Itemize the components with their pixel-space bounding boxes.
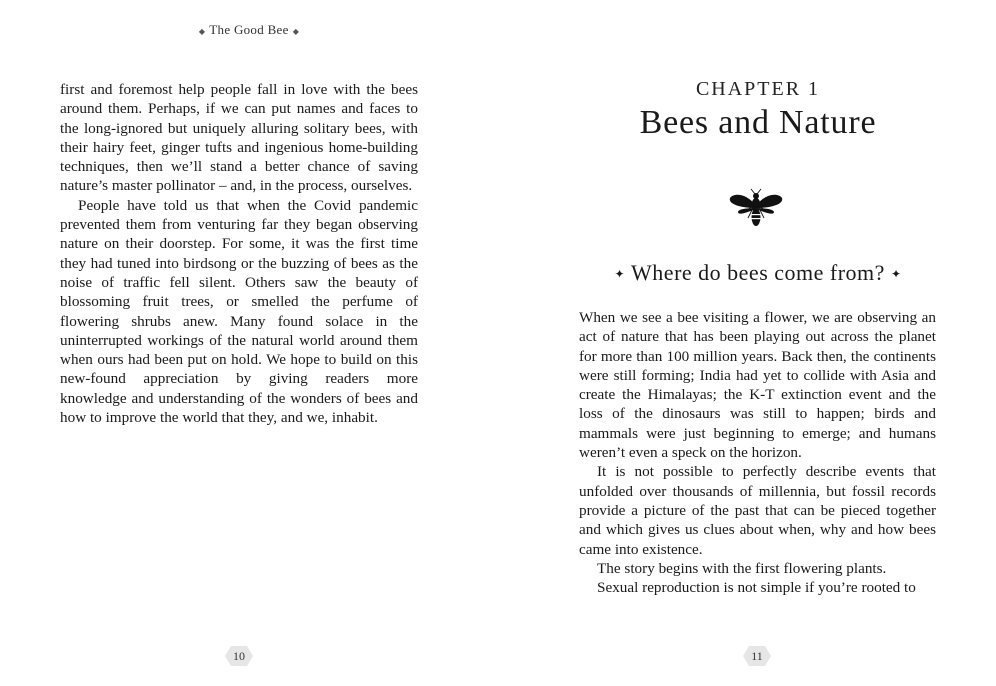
paragraph: first and foremost help people fall in love with the bees around them. Perhaps, if we can put names and faces to the long-ignored but uniquely alluring solitary bees, with their hairy feet, ginger tufts and ingenious home-building techniques, then we’ll stand a better chance of saving nature’s master pollinator – and, in the process, ourselves. (60, 81, 418, 195)
ornament-diamond-icon: ◆ (292, 26, 300, 36)
chapter-label: CHAPTER 1 (695, 78, 821, 100)
page-number-badge (742, 645, 772, 667)
ornament-diamond-icon: ◆ (198, 26, 206, 36)
paragraph: It is not possible to perfectly describe events that unfolded over thousands of millennia, but fossil records provide a picture of the past that can be pieced together and which gives us clues about when, why and how bees came into existence. (579, 463, 936, 558)
right-body-text (579, 308, 936, 597)
paragraph: People have told us that when the Covid pandemic prevented them from venturing far they began observing nature on their doorstep. For some, it was the first time they had tuned into birdsong or the buzzing of bees as the noise of traffic fell silent. Others saw the beauty of blossoming fruit trees, or smelled the perfume of flowering shrubs anew. Many found solace in the uninterrupted workings of the natural world around them when ours had been put on hold. We hope to build on this new-found appreciation by giving readers more knowledge and understanding of the wonders of bees and how to improve the world that they, and we, inhabit. (60, 196, 418, 427)
left-body-text (60, 80, 418, 427)
paragraph: The story begins with the first flowering plants. (597, 559, 887, 577)
ornament-star-icon: ✦ (890, 267, 902, 282)
paragraph: Sexual reproduction is not simple if you’re rooted to (597, 579, 916, 597)
page-number: 10 (233, 649, 245, 663)
paragraph: When we see a bee visiting a flower, we are observing an act of nature that has been playing out across the planet for more than 100 million years. Back then, the continents were still forming; India had yet to collide with Asia and create the Himalayas; the K-T extinction event and the loss of the dinosaurs was still to happen; birds and mammals were just beginning to emerge; and humans weren’t even a speck on the horizon. (579, 309, 936, 462)
running-head (0, 22, 498, 38)
chapter-title: Bees and Nature (639, 104, 877, 141)
ornament-star-icon: ✦ (614, 267, 626, 282)
running-head-title: The Good Bee (209, 22, 289, 37)
page-number-badge (224, 645, 254, 667)
section-heading (498, 260, 996, 286)
page-number: 11 (751, 649, 763, 663)
bee-icon (726, 188, 786, 228)
section-heading-text: Where do bees come from? (631, 260, 885, 285)
